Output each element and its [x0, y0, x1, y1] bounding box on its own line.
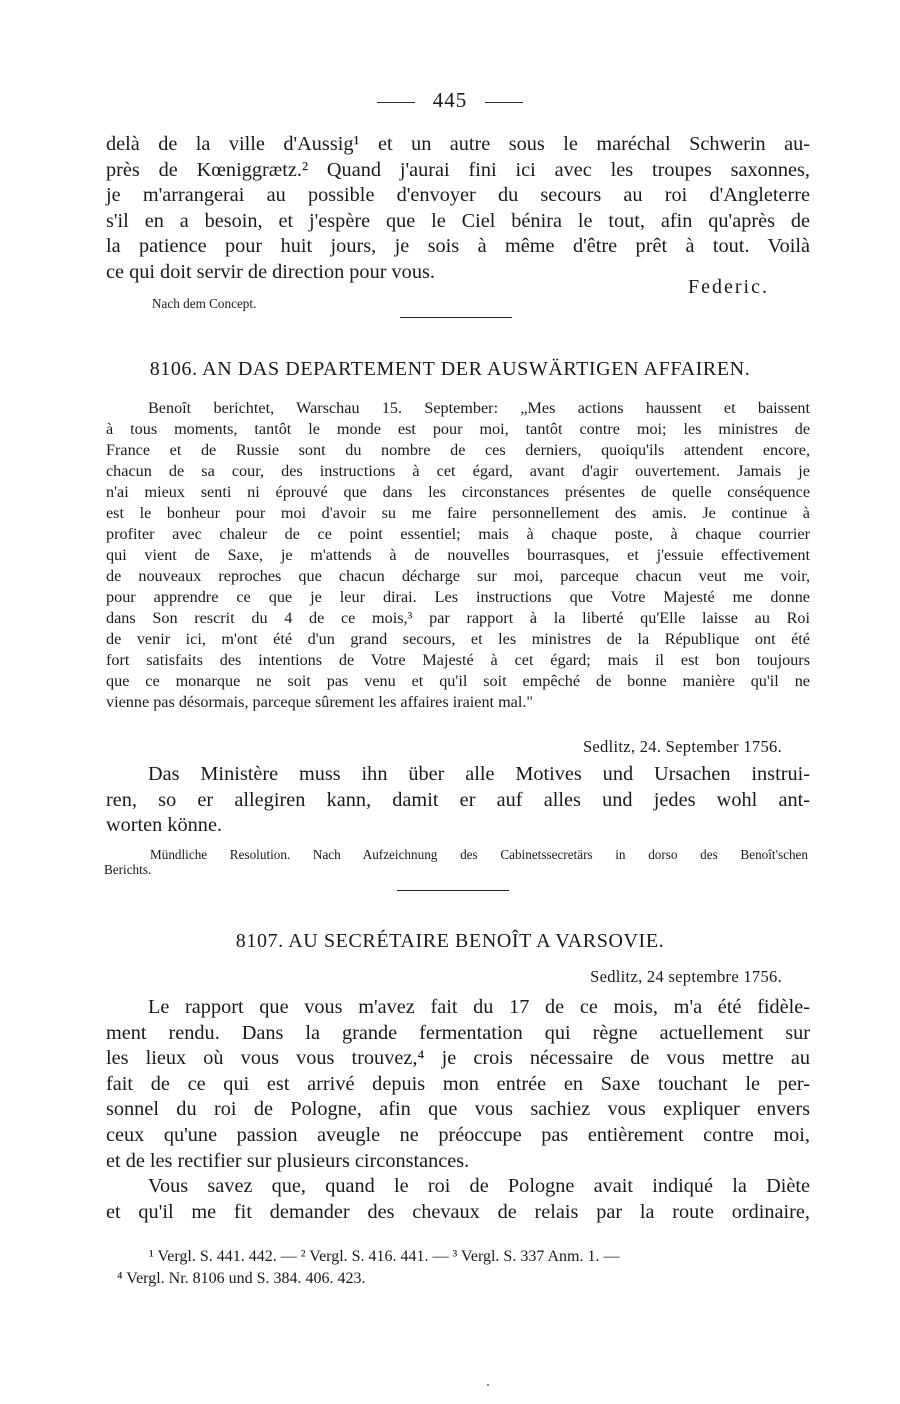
text-line: la patience pour huit jours, je sois à même d'être prêt à tout. Voilà [106, 235, 810, 258]
page-number: 445 [0, 88, 900, 113]
text-line: Vous savez que, quand le roi de Pologne avait indiqué la Diète [148, 1175, 810, 1197]
text-line: et de les rectifier sur plusieurs circonstances. [106, 1149, 470, 1172]
resolution-text [106, 762, 810, 839]
text-line: n'ai mieux senti ni éprouvé que dans les circonstances présentes de quelle conséquence [106, 483, 810, 501]
text-line: vienne pas désormais, parceque sûrement les affaires iraient mal." [106, 693, 534, 711]
text-line: est le bonheur pour moi d'avoir su me faire personnellement des amis. Je continue à [106, 504, 810, 522]
text-line: Mündliche Resolution. Nach Aufzeichnung des Cabinetssecretärs in dorso des Benoît'schen [150, 847, 808, 862]
place-date-8107: Sedlitz, 24 septembre 1756. [590, 967, 782, 986]
text-line: Benoît berichtet, Warschau 15. September: „Mes actions haussent et baissent [148, 399, 810, 417]
text-line: ment rendu. Dans la grande fermentation qui règne actuellement sur [106, 1021, 810, 1044]
source-note: Nach dem Concept. [152, 296, 257, 311]
left-dash [377, 102, 415, 103]
text-line: dans Son rescrit du 4 de ce mois,³ par rapport à la liberté qu'Elle laisse au Roi [106, 609, 810, 627]
text-line: à tous moments, tantôt le monde est pour moi, tantôt contre moi; les ministres de [106, 420, 810, 438]
footnote-line: ⁴ Vergl. Nr. 8106 und S. 384. 406. 423. [117, 1270, 366, 1287]
text-line: Le rapport que vous m'avez fait du 17 de ce mois, m'a été fidèle- [148, 996, 810, 1018]
print-speck [487, 1384, 489, 1386]
text-line: profiter avec chaleur de ce point essentiel; mais à chaque poste, à chaque courrier [106, 525, 810, 543]
text-line: les lieux où vous vous trouvez,⁴ je crois nécessaire de vous mettre au [106, 1047, 810, 1070]
text-line: je m'arrangerai au possible d'envoyer du secours au roi d'Angleterre [106, 184, 810, 207]
letter-paragraph-2 [106, 1174, 810, 1225]
text-line: Berichts. [104, 862, 152, 877]
text-line: que ce monarque ne soit pas venu et qu'il soit empêché de bonne manière qu'il ne [106, 672, 810, 690]
resolution-source-note [104, 847, 808, 877]
text-line: qui vient de Saxe, je m'attends à de nouvelles bourrasques, et j'essuie effectivement [106, 546, 810, 564]
footnotes [117, 1246, 817, 1290]
text-line: delà de la ville d'Aussig¹ et un autre sous le maréchal Schwerin au- [106, 133, 810, 155]
text-line: ren, so er allegiren kann, damit er auf alles und jedes wohl ant- [106, 788, 810, 811]
right-dash [485, 102, 523, 103]
signature: Federic. [688, 276, 769, 298]
text-line: pour apprendre ce que je leur dirai. Les instructions que Votre Majesté me donne [106, 588, 810, 606]
footnote-line: ¹ Vergl. S. 441. 442. — ² Vergl. S. 416. 441. — ³ Vergl. S. 337 Anm. 1. — [149, 1248, 620, 1265]
place-date-8106: Sedlitz, 24. September 1756. [582, 737, 782, 756]
text-line: s'il en a besoin, et j'espère que le Ciel bénira le tout, afin qu'après de [106, 209, 810, 232]
section-heading-8106: 8106. AN DAS DEPARTEMENT DER AUSWÄRTIGEN AFFAIREN. [149, 358, 751, 380]
text-line: près de Kœniggrætz.² Quand j'aurai fini ici avec les troupes saxonnes, [106, 158, 810, 181]
text-line: fait de ce qui est arrivé depuis mon entrée en Saxe touchant le per- [106, 1072, 810, 1095]
text-line: fort satisfaits des intentions de Votre Majesté à cet égard; mais il est bon toujours [106, 651, 810, 669]
text-line: de venir ici, m'ont été d'un grand secours, et les ministres de la République ont été [106, 630, 810, 648]
section-heading-8107: 8107. AU SECRÉTAIRE BENOÎT A VARSOVIE. [235, 930, 665, 952]
text-line: sonnel du roi de Pologne, afin que vous sachiez vous expliquer envers [106, 1098, 810, 1121]
continuation-paragraph [106, 132, 810, 286]
report-summary [106, 398, 810, 713]
text-line: France et de Russie sont du nombre de ces derniers, quoiqu'ils attendent encore, [106, 441, 810, 459]
text-line: et qu'il me fit demander des chevaux de relais par la route ordinaire, [106, 1200, 810, 1223]
text-line: Das Ministère muss ihn über alle Motives und Ursachen instrui- [148, 763, 810, 785]
text-line: chacun de sa cour, des instructions à cet égard, avant d'agir ouvertement. Jamais je [106, 462, 810, 480]
letter-paragraph-1 [106, 995, 810, 1174]
text-line: ce qui doit servir de direction pour vous. [106, 260, 435, 283]
text-line: worten könne. [106, 814, 223, 837]
section-divider [400, 317, 512, 318]
text-line: ceux qu'une passion aveugle ne préoccupe pas entièrement contre moi, [106, 1123, 810, 1146]
section-divider [397, 890, 509, 891]
text-line: de nouveaux reproches que chacun décharge sur moi, parceque chacun veut me voir, [106, 567, 810, 585]
